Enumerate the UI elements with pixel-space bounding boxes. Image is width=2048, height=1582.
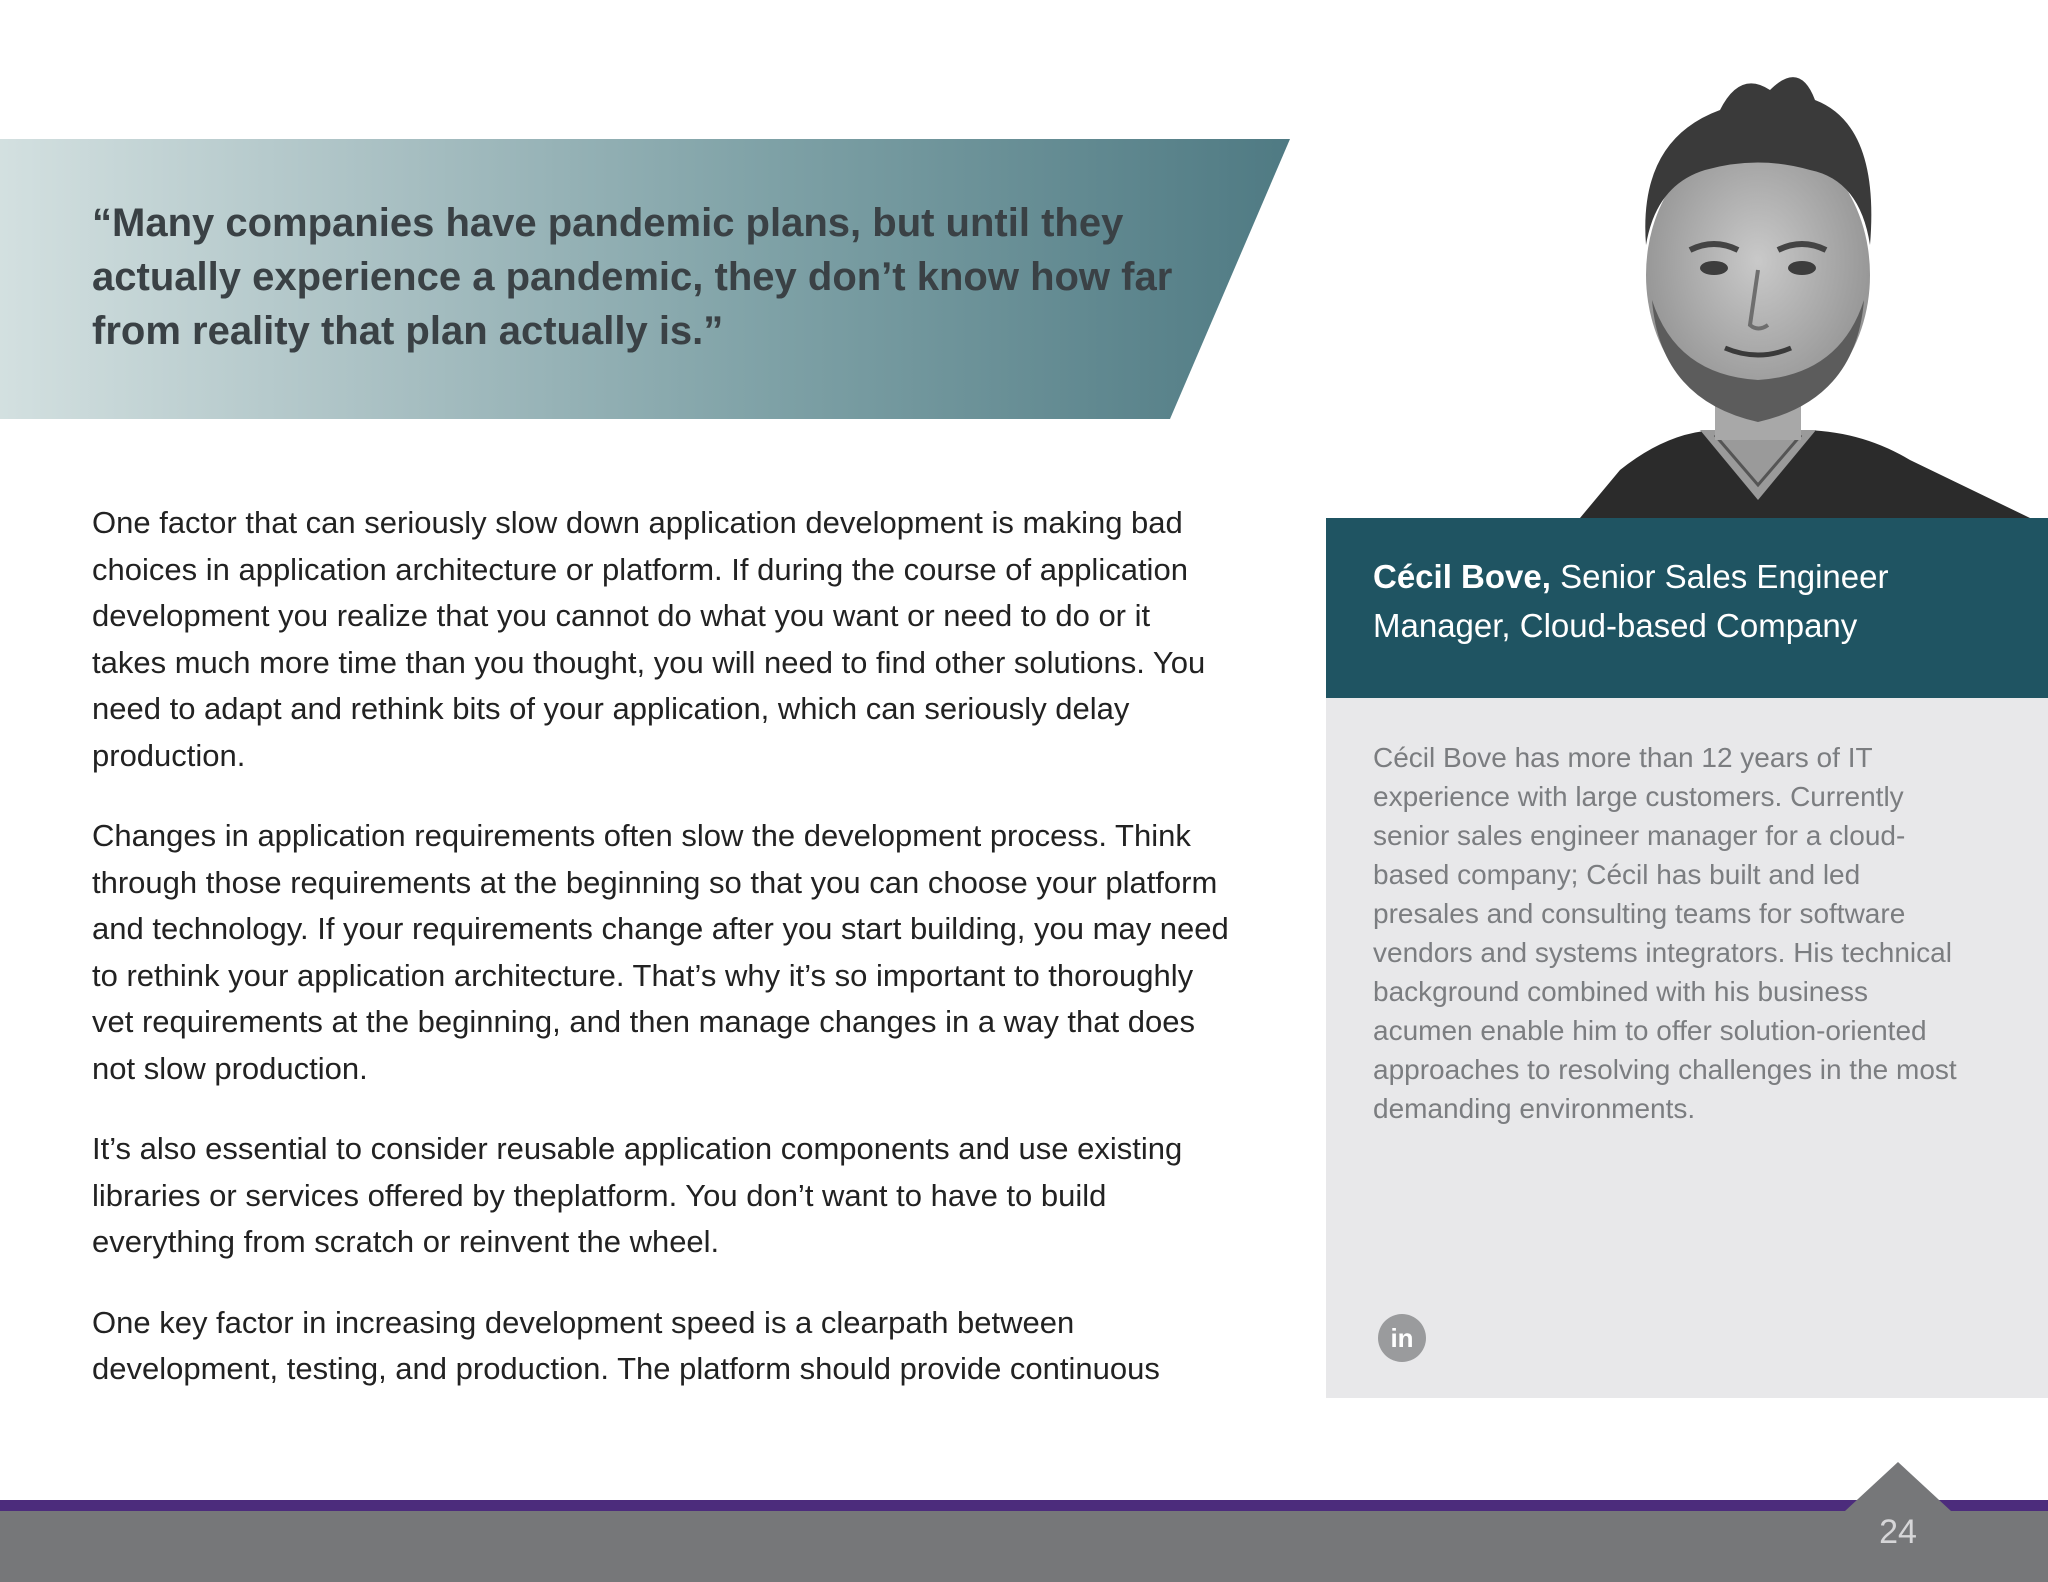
profile-title: Senior Sales Engineer Manager, Cloud-based Company — [1373, 558, 1889, 644]
page-number: 24 — [1879, 1513, 1917, 1551]
body-paragraph: It’s also essential to consider reusable application components and use existing libraries or services offered by theplatform. You don’t want to have to build everything from scratch or reinvent the wheel. — [92, 1131, 1183, 1259]
article-body — [92, 500, 1232, 1427]
profile-bio-panel — [1326, 698, 2048, 1398]
profile-name: Cécil Bove, — [1373, 558, 1551, 595]
profile-photo — [1470, 30, 2048, 518]
footer-accent-line — [0, 1500, 2048, 1511]
pull-quote: “Many companies have pandemic plans, but until they actually experience a pandemic, they don’t know how far from reality that plan actually is.” — [92, 201, 1173, 353]
profile-header — [1326, 518, 2048, 698]
profile-bio: Cécil Bove has more than 12 years of IT experience with large customers. Currently senior sales engineer manager for a cloud-based company; Cécil has built and led presales and consulting teams for software vendors and systems integrators. His technical background combined with his business acumen enable him to offer solution-oriented approaches to resolving challenges in the most demanding environments. — [1373, 742, 1957, 1124]
person-portrait-icon — [1470, 30, 2048, 518]
body-paragraph: Changes in application requirements often slow the development process. Think through those requirements at the beginning so that you can choose your platform and technology. If your requirements change after you start building, you may need to rethink your application architecture. That’s why it’s so important to thoroughly vet requirements at the beginning, and then manage changes in a way that does not slow production. — [92, 818, 1229, 1086]
body-paragraph: One key factor in increasing development speed is a clearpath between development, testing, and production. The platform should provide continuous — [92, 1304, 1160, 1386]
body-paragraph: One factor that can seriously slow down application development is making bad choices in application architecture or platform. If during the course of application development you realize that you cannot do what you want or need to do or it takes much more time than you thought, you will need to find other solutions. You need to adapt and rethink bits of your application, which can seriously delay production. — [92, 505, 1206, 773]
footer-bar — [0, 1511, 2048, 1582]
linkedin-icon[interactable]: in — [1378, 1314, 1426, 1362]
page-tab — [1845, 1462, 1951, 1511]
